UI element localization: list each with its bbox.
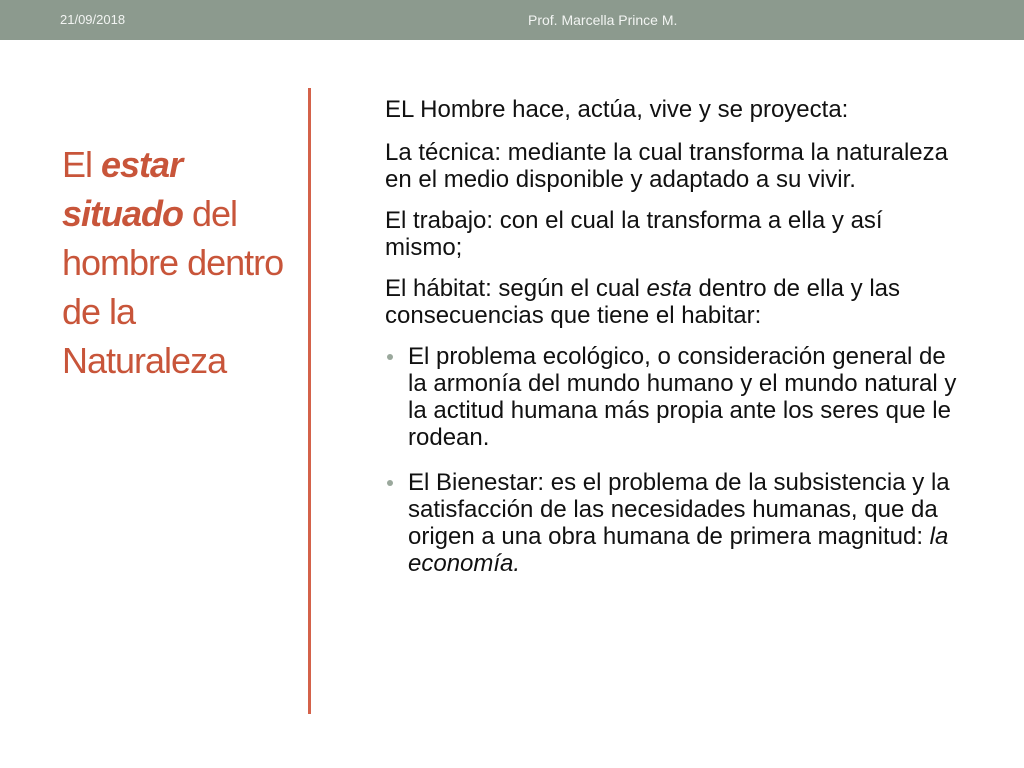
body-heading: EL Hombre hace, actúa, vive y se proyecta: (385, 96, 849, 123)
bullet-key: El Bienestar (408, 469, 538, 496)
divider-line (308, 88, 311, 714)
item-habitat (385, 275, 960, 329)
item-tecnica (385, 139, 960, 193)
slide-body (385, 96, 960, 595)
bullet-text: , o consideración general de la armonía del mundo humano y el mundo natural y la actitud humana más propia ante los seres que le rodean. (408, 343, 957, 451)
header-bar (0, 0, 1024, 40)
item-text: : según el cual (485, 275, 647, 302)
title-emphasis-situado: situado (62, 193, 184, 234)
bullet-dot-icon (387, 480, 393, 486)
title-part: El (62, 144, 102, 185)
bullet-text: : es el problema de la subsistencia y la satisfacción de las necesidades humanas, que da origen a una obra humana de primera magnitud: (408, 469, 950, 550)
title-emphasis-estar: estar (101, 144, 183, 185)
slide-date: 21/09/2018 (60, 12, 126, 27)
bullet-key: El problema ecológico (408, 343, 645, 370)
item-key: La técnica (385, 139, 495, 166)
slide-author: Prof. Marcella Prince M. (528, 12, 678, 28)
item-text: : con el cual la transforma a ella y así mismo; (385, 207, 883, 261)
item-text: dentro de ella y las consecuencias que tiene el habitar: (385, 275, 901, 329)
bullet-italic: la economía. (408, 523, 949, 577)
bullet-bienestar (385, 469, 960, 577)
item-key: El trabajo (385, 207, 487, 234)
bullet-dot-icon (387, 354, 393, 360)
item-trabajo (385, 207, 960, 261)
item-key: El hábitat (385, 275, 486, 302)
item-text: : mediante la cual transforma la naturaleza en el medio disponible y adaptado a su vivir. (385, 139, 948, 193)
title-part: del hombre dentro de la Naturaleza (62, 193, 284, 381)
bullet-ecologico (385, 343, 960, 451)
item-italic: esta (646, 275, 692, 302)
slide-title (62, 140, 292, 385)
